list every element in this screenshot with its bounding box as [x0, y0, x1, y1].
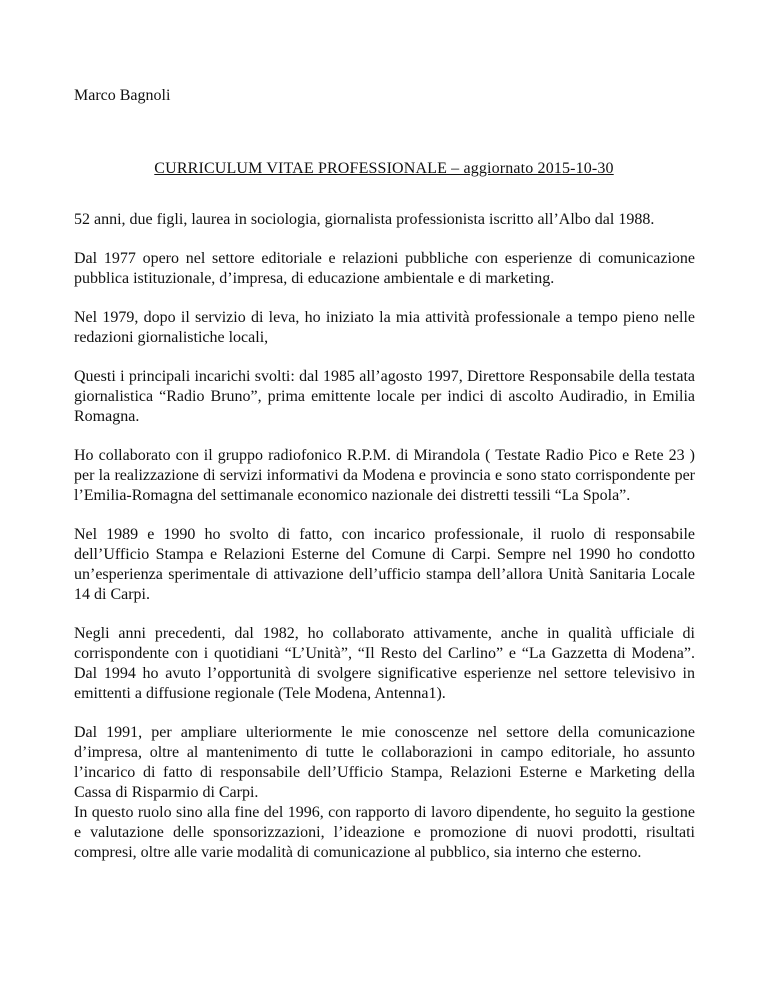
- paragraph-quotidiani: Negli anni precedenti, dal 1982, ho collaborato attivamente, anche in qualità ufficiale di corrispondente con i quotidiani “L’Unità”, “Il Resto del Carlino” e “La Gazzetta di Modena”. Dal 1994 ho avuto l’opportunità di svolgere significative esperienze nel settore televisivo in emittenti a diffusione regionale (Tele Modena, Antenna1).: [74, 625, 695, 702]
- paragraph-comune-carpi: Nel 1989 e 1990 ho svolto di fatto, con incarico professionale, il ruolo di responsabile dell’Ufficio Stampa e Relazioni Esterne del Comune di Carpi. Sempre nel 1990 ho condotto un’esperienza sperimentale di attivazione dell’ufficio stampa dell’allora Unità Sanitaria Locale 14 di Carpi.: [74, 526, 695, 603]
- paragraph-rpm: Ho collaborato con il gruppo radiofonico R.P.M. di Mirandola ( Testate Radio Pico e Rete 23 ) per la realizzazione di servizi informativi da Modena e provincia e sono stato corrispondente per l’Emilia-Romagna del settimanale economico nazionale dei distretti tessili “La Spola”.: [74, 447, 695, 504]
- paragraph-personal: 52 anni, due figli, laurea in sociologia, giornalista professionista iscritto all’Albo dal 1988.: [74, 211, 655, 228]
- paragraph-cassa-risparmio: Dal 1991, per ampliare ulteriormente le mie conoscenze nel settore della comunicazione d’impresa, oltre al mantenimento di tutte le collaborazioni in campo editoriale, ho assunto l’incarico di fatto di responsabile dell’Ufficio Stampa, Relazioni Esterne e Marketing della Cassa di Risparmio di Carpi.: [74, 724, 695, 801]
- paragraph-sector: Dal 1977 opero nel settore editoriale e relazioni pubbliche con esperienze di comunicazione pubblica istituzionale, d’impresa, di educazione ambientale e di marketing.: [74, 250, 695, 287]
- author-name: Marco Bagnoli: [74, 87, 171, 104]
- paragraph-radio-bruno: Questi i principali incarichi svolti: dal 1985 all’agosto 1997, Direttore Responsabile della testata giornalistica “Radio Bruno”, prima emittente locale per indici di ascolto Audiradio, in Emilia Romagna.: [74, 368, 695, 425]
- paragraph-ruolo: In questo ruolo sino alla fine del 1996, con rapporto di lavoro dipendente, ho seguito la gestione e valutazione delle sponsorizzazioni, l’ideazione e promozione di nuovi prodotti, risultati compresi, oltre alle varie modalità di comunicazione al pubblico, sia interno che esterno.: [74, 804, 695, 861]
- paragraph-start: Nel 1979, dopo il servizio di leva, ho iniziato la mia attività professionale a tempo pieno nelle redazioni giornalistiche locali,: [74, 309, 695, 346]
- document-title: CURRICULUM VITAE PROFESSIONALE – aggiornato 2015-10-30: [154, 160, 614, 177]
- document-body: [74, 210, 695, 863]
